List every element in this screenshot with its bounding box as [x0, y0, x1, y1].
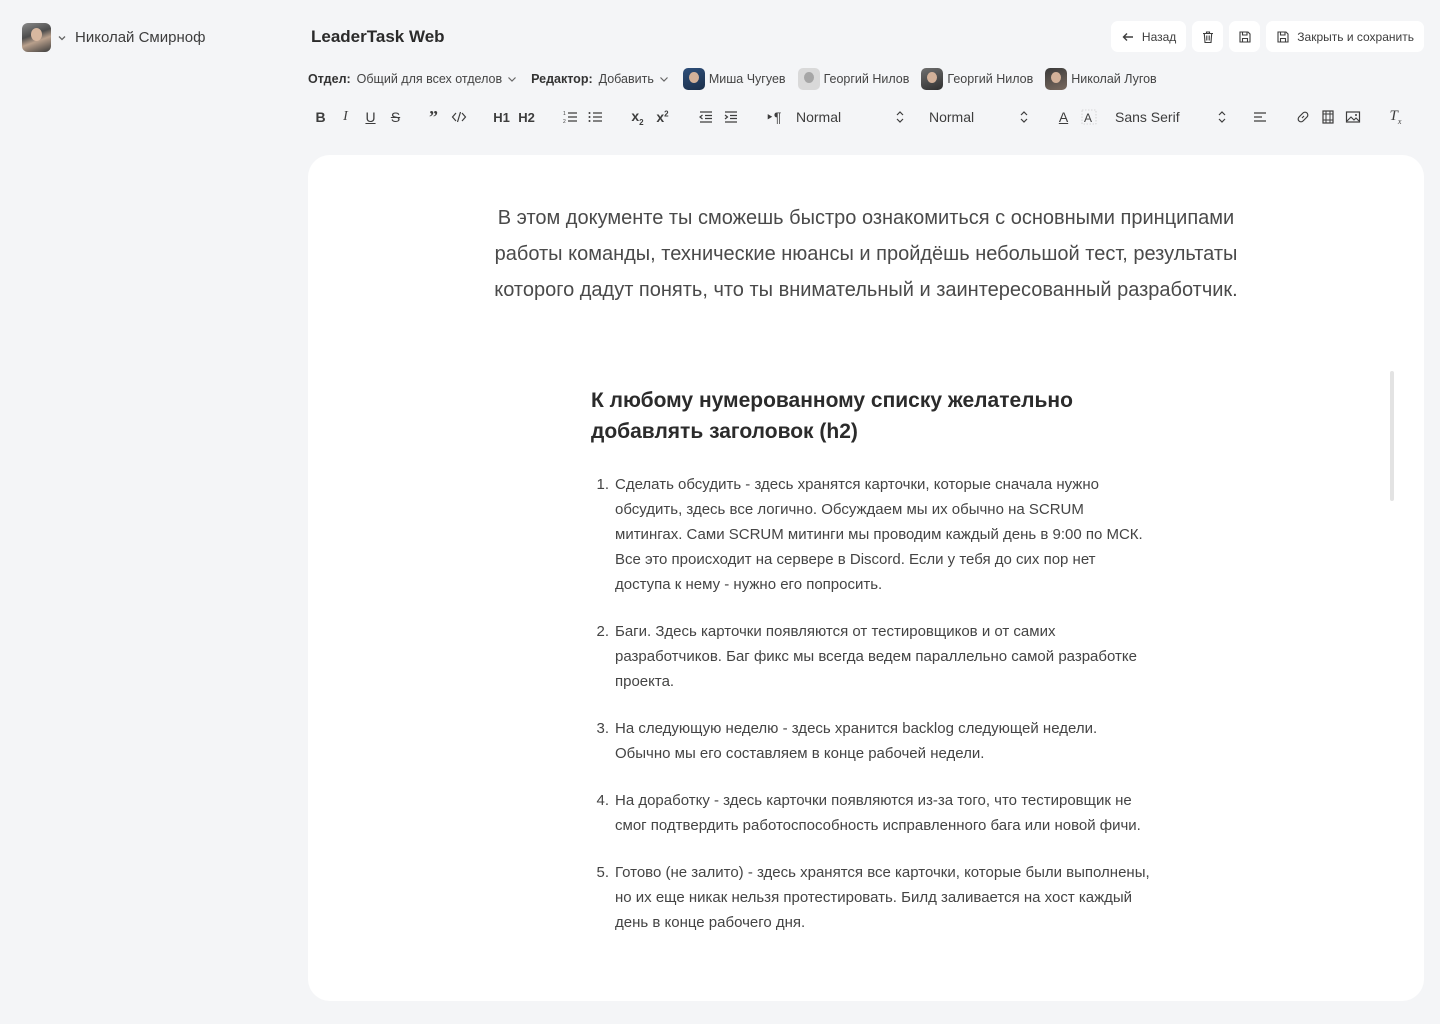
ordered-list-button[interactable]	[557, 105, 582, 129]
indent-icon	[723, 109, 739, 125]
image-button[interactable]	[1340, 105, 1365, 129]
subscript-icon: $x_2$	[631, 107, 644, 127]
delete-button[interactable]	[1192, 21, 1223, 52]
text-direction-button[interactable]	[761, 105, 786, 129]
align-left-icon	[1252, 109, 1268, 125]
editor-value: Добавить	[598, 72, 654, 86]
back-label: Назад	[1141, 29, 1177, 44]
scrollbar[interactable]	[1390, 371, 1394, 501]
list-text: Баги. Здесь карточки появляются от тестировщиков и от самих разработчиков. Баг фикс мы всегда ведем параллельно самой разработке проекта.	[615, 623, 1137, 690]
intro-paragraph: В этом документе ты сможешь быстро ознакомиться с основными принципами работы команды, технические нюансы и пройдёшь небольшой тест, результаты которого дадут понять, что ты внимательный и заинтересованный разработчик.	[494, 207, 1238, 301]
editor-toolbar	[308, 105, 1408, 129]
editor-name: Миша Чугуев	[708, 72, 786, 86]
list-item	[591, 716, 1151, 766]
back-button[interactable]	[1111, 21, 1186, 52]
ordered-list-icon	[562, 109, 578, 125]
link-icon	[1295, 109, 1311, 125]
outdent-button[interactable]	[693, 105, 718, 129]
strike-button[interactable]	[383, 105, 408, 129]
highlight-button[interactable]	[1076, 105, 1101, 129]
clear-format-button[interactable]	[1383, 105, 1408, 129]
svg-text:2: 2	[562, 119, 566, 125]
top-actions	[1111, 21, 1424, 52]
list-number: 4.	[596, 792, 609, 809]
floppy-icon	[1238, 30, 1252, 44]
code-icon	[451, 109, 467, 125]
size-select-value: Normal	[929, 109, 975, 125]
list-item	[591, 619, 1151, 694]
indent-button[interactable]	[718, 105, 743, 129]
list-text: Готово (не залито) - здесь хранятся все карточки, которые были выполнены, но их еще никак нельзя протестировать. Билд заливается на хост каждый день в конце рабочего дня.	[615, 864, 1150, 931]
svg-text:1: 1	[562, 111, 566, 117]
h1-icon: H1	[493, 109, 510, 125]
department-value: Общий для всех отделов	[356, 72, 503, 86]
avatar	[683, 68, 705, 90]
document-meta	[308, 68, 1169, 90]
avatar	[798, 68, 820, 90]
code-button[interactable]	[446, 105, 471, 129]
bullet-list-button[interactable]	[582, 105, 607, 129]
format-select-value: Normal	[796, 109, 842, 125]
link-button[interactable]	[1290, 105, 1315, 129]
list-text: На следующую неделю - здесь хранится backlog следующей недели. Обычно мы его составляем в конце рабочей недели.	[615, 720, 1098, 762]
list-number: 1.	[596, 476, 609, 493]
updown-icon	[895, 110, 905, 124]
font-select[interactable]	[1101, 109, 1227, 125]
size-select[interactable]	[919, 109, 1029, 125]
highlight-icon	[1081, 109, 1097, 125]
bold-button[interactable]	[308, 105, 333, 129]
user-name: Николай Смирноф	[75, 29, 206, 46]
editor-add-select[interactable]	[599, 72, 669, 86]
editor-name: Николай Лугов	[1071, 72, 1157, 86]
subscript-button[interactable]	[625, 105, 650, 129]
editor-name: Георгий Нилов	[823, 72, 910, 86]
chevron-down-icon	[507, 74, 517, 84]
arrow-left-icon	[1121, 30, 1135, 44]
user-menu[interactable]	[22, 23, 205, 52]
h2-button[interactable]	[514, 105, 539, 129]
user-avatar	[22, 23, 51, 52]
underline-button[interactable]	[358, 105, 383, 129]
list-text: На доработку - здесь карточки появляются из-за того, что тестировщик не смог подтвердить работоспособность исправленного бага или новой фичи.	[615, 792, 1141, 834]
list-number: 3.	[596, 720, 609, 737]
floppy-icon	[1276, 30, 1290, 44]
list-number: 2.	[596, 623, 609, 640]
save-close-label: Закрыть и сохранить	[1297, 29, 1414, 44]
list-text: Сделать обсудить - здесь хранятся карточки, которые сначала нужно обсудить, здесь все логично. Обсуждаем мы их обычно на SCRUM митингах. Сами SCRUM митинги мы проводим каждый день в 9:00 по МСК. Все это происходит на сервере в Discord. Если у тебя до сих пор нет доступа к нему - нужно его попросить.	[615, 476, 1143, 593]
chevron-down-icon	[57, 33, 67, 43]
avatar	[1045, 68, 1067, 90]
bold-icon: B	[315, 109, 326, 125]
svg-text:A: A	[1083, 111, 1092, 125]
superscript-icon: $x^2$	[656, 109, 669, 125]
document-editor[interactable]	[308, 155, 1424, 1001]
avatar	[921, 68, 943, 90]
italic-icon: I	[343, 109, 348, 124]
list-item	[591, 788, 1151, 838]
film-icon	[1320, 109, 1336, 125]
blockquote-button[interactable]	[421, 105, 446, 129]
list-item	[591, 860, 1151, 935]
font-select-value: Sans Serif	[1115, 109, 1180, 125]
list-item	[591, 472, 1151, 597]
text-color-button[interactable]	[1051, 105, 1076, 129]
text-color-icon: A	[1058, 109, 1069, 125]
superscript-button[interactable]	[650, 105, 675, 129]
trash-icon	[1201, 30, 1215, 44]
editor-label: Редактор:	[531, 72, 593, 86]
updown-icon	[1019, 110, 1029, 124]
clear-format-icon: $T_x$	[1389, 108, 1402, 126]
numbered-list	[591, 472, 1151, 957]
strikethrough-icon: S	[390, 109, 401, 125]
save-button[interactable]	[1229, 21, 1260, 52]
updown-icon	[1217, 110, 1227, 124]
section-heading: К любому нумерованному списку желательно добавлять заголовок (h2)	[591, 389, 1073, 443]
page-title: LeaderTask Web	[311, 27, 445, 46]
h1-button[interactable]	[489, 105, 514, 129]
department-label: Отдел:	[308, 72, 351, 86]
list-number: 5.	[596, 864, 609, 881]
department-select[interactable]	[357, 72, 517, 86]
format-select[interactable]	[786, 109, 905, 125]
editor-name: Георгий Нилов	[947, 72, 1034, 86]
paragraph-direction-icon: ‣¶	[765, 108, 782, 125]
editor-chip[interactable]	[1045, 68, 1156, 90]
editor-chip[interactable]	[921, 68, 1033, 90]
editor-chip[interactable]	[683, 68, 786, 90]
image-icon	[1345, 109, 1361, 125]
underline-icon: U	[365, 109, 376, 125]
h2-icon: H2	[518, 109, 535, 125]
quote-icon: ”	[429, 106, 438, 127]
save-close-button[interactable]	[1266, 21, 1424, 52]
italic-button[interactable]	[333, 105, 358, 129]
video-button[interactable]	[1315, 105, 1340, 129]
outdent-icon	[698, 109, 714, 125]
editor-chip[interactable]	[798, 68, 910, 90]
align-button[interactable]	[1247, 105, 1272, 129]
bullet-list-icon	[587, 109, 603, 125]
chevron-down-icon	[659, 74, 669, 84]
